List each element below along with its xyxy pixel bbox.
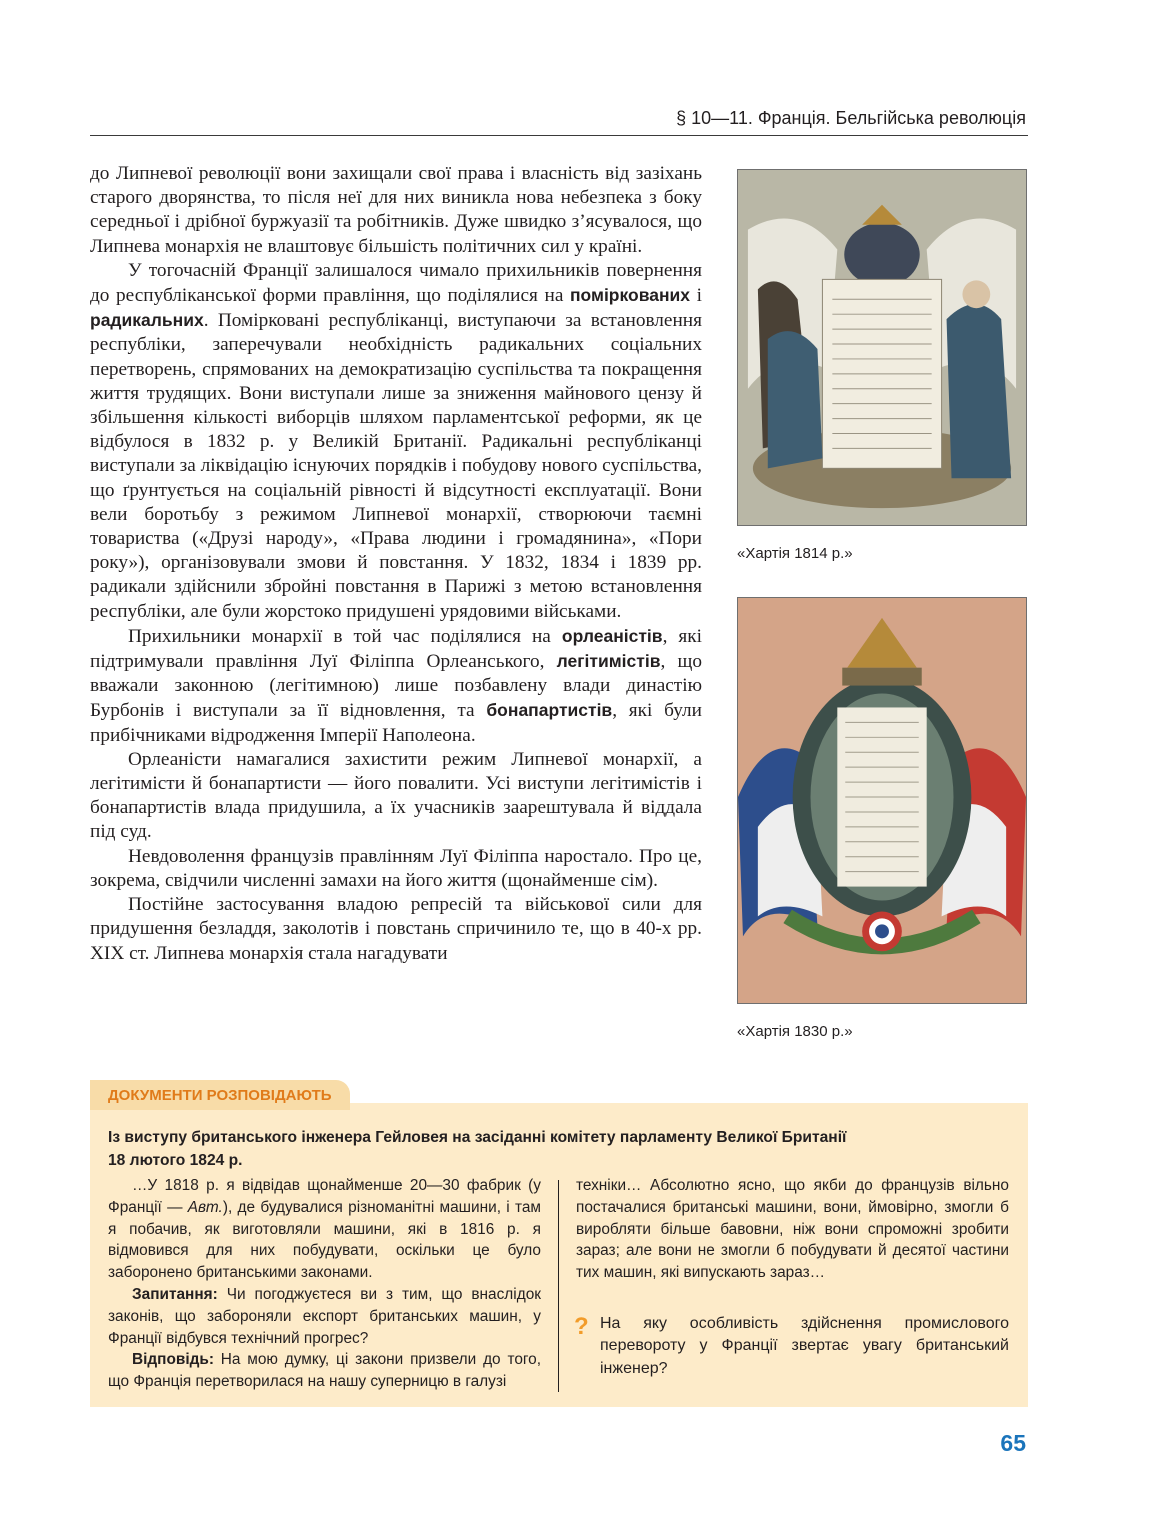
paragraph-3: Прихильники монархії в той час поділялися на орлеаністів, які підтримували правління Луї Філіппа Орлеанського, легітимістів, що вважали законною (легітимною) лише позбавлену влади династію Бурбонів і виступали за її відновлення, та бонапартистів, які були прибічниками відродження Імперії Наполеона. — [90, 625, 703, 746]
paragraph-2: У тогочасній Франції залишалося чимало прихильників повернення до республіканської форми правління, що поділялися на поміркованих і радикальних. Поміркованi республіканці, виступаючи за встановлення республіки, заперечували необхідність радикальних соціальних перетворень, спрямованих на демократизацію суспільства та покращення життя трудящих. Вони виступали лише за зниження майнового цензу й збільшення кількості виборців шляхом парламентської реформи, як це відбулося в 1832 р. у Великій Британії. Радикальні республіканці виступали за ліквідацію існуючих порядків і побудову нового суспільства, що ґрунтується на соціальній рівності й відсутності експлуатації. Вони вели боротьбу з режимом Липневої монархії, створюючи таємні товариства («Друзі народу», «Права людини і громадянина», «Пори року»), організовували змови й повстання. У 1832, 1834 і 1839 рр. радикали здійснили збройні повстання в Парижі з метою встановлення республіки, але були жорстоко придушені урядовими військами. — [90, 259, 702, 622]
term-moderate: поміркованих — [569, 285, 691, 306]
document-right-column — [576, 1175, 1009, 1284]
document-left-column — [108, 1175, 541, 1393]
running-title: § 10—11. Франція. Бельгійська революція — [676, 108, 1026, 128]
document-quote: …У 1818 р. я відвідав щонайменше 20—30 фабрик (у Франції — Авт.), де будувалися різноманітні машини, і там я побачив, як виготовляли машини, які в 1816 р. я відмовився для них побудувати, оскільки це було заборонено британськими законами. — [108, 1177, 541, 1282]
term-legitimists: легітимістів — [556, 651, 661, 672]
document-question: Запитання: Чи погоджуєтеся ви з тим, що внаслідок законів, що забороняли експорт британських машин, у Франції відбувся технічний прогрес? — [108, 1285, 541, 1347]
charter-1830-image — [737, 597, 1027, 1004]
running-header — [90, 108, 1028, 136]
term-bonapartists: бонапартистів — [486, 700, 613, 721]
question-mark-icon: ? — [574, 1313, 589, 1340]
review-question: На яку особливість здійснення промислового перевороту у Франції звертає увагу британський інженер? — [600, 1315, 1009, 1377]
document-title: Із виступу британського інженера Гейловея на засіданні комітету парламенту Великої Британії 18 лютого 1824 р. — [108, 1129, 847, 1169]
document-quote-continuation: техніки… Абсолютно ясно, що якби до французів вільно постачалися британські машини, вони, ймовірно, змогли б виробляти більше бавовни, ніж вони спроможні зробити зараз; але вони не змогли б побудувати й десятої частини тих машин, які випускають зараз… — [576, 1177, 1009, 1282]
figure-1-caption: «Хартія 1814 р.» — [737, 545, 853, 562]
charter-1814-image — [737, 169, 1027, 526]
documents-tab: ДОКУМЕНТИ РОЗПОВІДАЮТЬ — [90, 1080, 350, 1110]
paragraph-5: Невдоволення французів правлінням Луї Філіппа наростало. Про це, зокрема, свідчили численні замахи на його життя (щонайменше сім). — [90, 845, 702, 891]
term-radical: радикальних — [90, 310, 204, 331]
figure-2-caption: «Хартія 1830 р.» — [737, 1023, 853, 1040]
document-answer: Відповідь: На мою думку, ці закони призвели до того, що Франція перетворилася на нашу суперницю в галузі — [108, 1351, 541, 1391]
main-text — [90, 162, 702, 966]
column-divider — [558, 1180, 559, 1392]
paragraph-6: Постійне застосування владою репресій та військової сили для придушення безладдя, заколотів і повстань спричинило те, що в 40-х рр. XIX ст. Липнева монархія стала нагадувати — [90, 894, 702, 964]
term-orleanists: орлеаністів — [561, 625, 663, 646]
paragraph-4: Орлеаністи намагалися захистити режим Липневої монархії, а легітимісти й бонапартисти — його повалити. Усі виступи легітимістів і бонапартистів влада придушила, а їх учасників заарештувала й віддала під суд. — [90, 748, 702, 843]
page-number: 65 — [1000, 1430, 1026, 1456]
paragraph-1: до Липневої революції вони захищали свої права і власність від зазіхань старого дворянства, то після неї для них виникла нова небезпека з боку середньої і дрібної буржуазії та робітників. Дуже швидко з’ясувалося, що Липнева монархія не влаштовує більшість політичних сил у країні. — [90, 163, 702, 257]
